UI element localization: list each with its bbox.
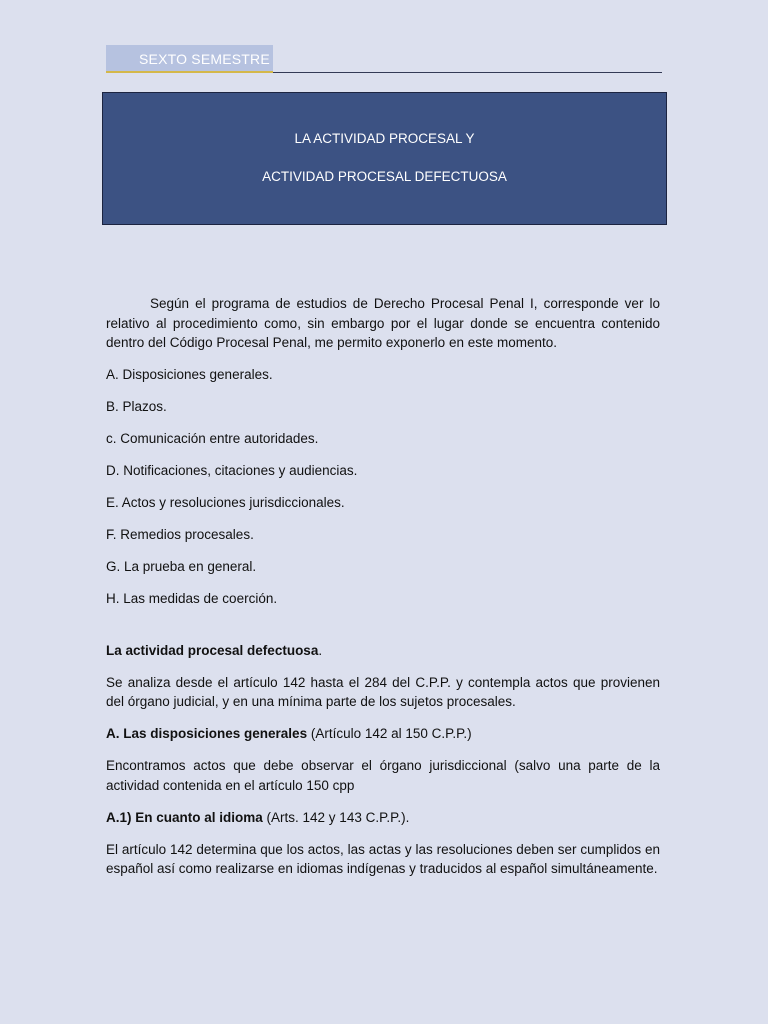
document-title-line-1: LA ACTIVIDAD PROCESAL Y [294,131,475,146]
document-body [106,294,660,891]
topic-item: F. Remedios procesales. [106,527,254,542]
topic-item: H. Las medidas de coerción. [106,591,278,606]
topic-item: c. Comunicación entre autoridades. [106,431,319,446]
topic-item: B. Plazos. [106,399,167,414]
intro-paragraph: Según el programa de estudios de Derecho Procesal Penal I, corresponde ver lo relativo al procedimiento como, sin embargo por el lugar donde se encuentra contenido dentro del Código Procesal Penal, me permito exponerlo en este momento. [106,296,660,350]
topic-item: E. Actos y resoluciones jurisdiccionales. [106,495,345,510]
header-semester-tab [106,45,273,73]
section-heading-defectuosa [106,641,660,661]
section-defectuosa-paragraph: Se analiza desde el artículo 142 hasta el 284 del C.P.P. y contempla actos que provienen del órgano judicial, y en una mínima parte de los sujetos procesales. [106,674,660,709]
topic-item: G. La prueba en general. [106,559,257,574]
document-title-line-2: ACTIVIDAD PROCESAL DEFECTUOSA [262,169,507,184]
section-a1-paragraph: El artículo 142 determina que los actos, las actas y las resoluciones deben ser cumplidos en español así como realizarse en idiomas indígenas y traducidos al español simultáneamente. [106,841,660,876]
section-a-paragraph: Encontramos actos que debe observar el órgano jurisdiccional (salvo una parte de la actividad contenida en el artículo 150 cpp [106,758,660,793]
section-heading-a1-rest: (Arts. 142 y 143 C.P.P.). [262,809,410,825]
document-title-box [102,92,667,225]
section-heading-a-bold: A. Las disposiciones generales [106,726,308,741]
topic-item: A. Disposiciones generales. [106,367,273,382]
header-divider [273,72,662,73]
section-heading-a1-bold: A.1) En cuanto al idioma [106,809,263,825]
section-heading-defectuosa-bold: La actividad procesal defectuosa [106,642,319,658]
section-heading-a1 [106,808,660,828]
section-heading-a-rest: (Artículo 142 al 150 C.P.P.) [307,726,472,741]
topic-item: D. Notificaciones, citaciones y audiencias. [106,463,358,478]
section-heading-defectuosa-suffix: . [318,642,323,658]
section-heading-a [106,724,660,744]
semester-label: SEXTO SEMESTRE [139,51,270,67]
